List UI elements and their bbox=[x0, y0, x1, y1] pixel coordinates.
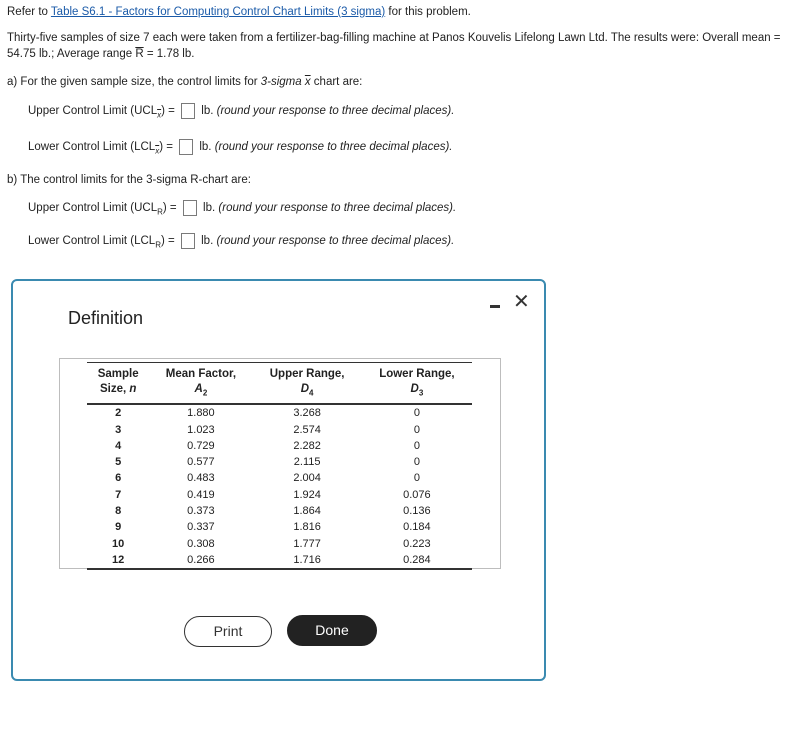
header-lower-range: Lower Range, $D_3$ bbox=[362, 363, 472, 405]
cell-lower-range: 0 bbox=[413, 423, 420, 436]
print-button[interactable]: Print bbox=[184, 616, 272, 647]
factors-table bbox=[87, 362, 472, 570]
cell-upper-range: 1.777 bbox=[293, 537, 321, 550]
ucl-r-row: Upper Control Limit $(UCL_R)$ = lb. (round your response to three decimal places). bbox=[28, 200, 456, 216]
cell-lower-range: 0.284 bbox=[362, 552, 472, 569]
table-row bbox=[87, 552, 472, 569]
table-row bbox=[87, 470, 472, 486]
lcl-r-row: Lower Control Limit $(LCL_R)$ = lb. (round your response to three decimal places). bbox=[28, 233, 454, 249]
cell-upper-range: 2.115 bbox=[293, 456, 321, 469]
table-link[interactable]: Table S6.1 - Factors for Computing Control Chart Limits (3 sigma) bbox=[50, 6, 386, 18]
definition-dialog bbox=[11, 279, 546, 681]
header-sample-size: Sample Size, n bbox=[87, 363, 149, 405]
table-row bbox=[87, 503, 472, 519]
cell-sample-size: 4 bbox=[115, 439, 122, 452]
factors-table-frame bbox=[59, 358, 501, 569]
table-row bbox=[87, 536, 472, 552]
table-row bbox=[87, 519, 472, 535]
cell-sample-size: 2 bbox=[115, 407, 122, 420]
table-row bbox=[87, 454, 472, 470]
problem-line-2: 54.75 lb.; Average range $\overline{R} = 1.78$ lb. bbox=[7, 48, 195, 60]
cell-mean-factor: 0.729 bbox=[187, 439, 215, 452]
cell-upper-range: 1.816 bbox=[293, 521, 321, 534]
cell-lower-range: 0 bbox=[413, 456, 420, 469]
problem-line-1: Thirty-five samples of size 7 each were taken from a fertilizer-bag-filling machine at Panos Kouvelis Lifelong Lawn Ltd. The results were: Overall mean = bbox=[7, 32, 781, 44]
cell-lower-range: 0.136 bbox=[403, 505, 431, 518]
cell-sample-size: 7 bbox=[115, 488, 122, 501]
ucl-x-row: Upper Control Limit $(UCL_{\overline{x}})$ = lb. (round your response to three decimal places). bbox=[28, 103, 454, 119]
table-row bbox=[87, 487, 472, 503]
cell-lower-range: 0.184 bbox=[403, 521, 431, 534]
cell-sample-size: 5 bbox=[115, 456, 122, 469]
table-row bbox=[87, 422, 472, 438]
part-a-prompt: a) For the given sample size, the control limits for 3-sigma $\overline{x}$ chart are: bbox=[7, 76, 363, 88]
close-icon[interactable]: ✕ bbox=[513, 291, 530, 313]
cell-upper-range: 1.864 bbox=[293, 505, 321, 518]
cell-sample-size: 12 bbox=[87, 552, 149, 569]
cell-mean-factor: 0.373 bbox=[187, 505, 215, 518]
cell-lower-range: 0 bbox=[413, 472, 420, 485]
done-button[interactable]: Done bbox=[287, 615, 377, 646]
ucl-r-input[interactable] bbox=[183, 200, 197, 216]
cell-upper-range: 2.574 bbox=[293, 423, 321, 436]
cell-lower-range: 0.223 bbox=[403, 537, 431, 550]
cell-mean-factor: 1.880 bbox=[187, 407, 215, 420]
cell-mean-factor: 0.419 bbox=[187, 488, 215, 501]
cell-mean-factor: 1.023 bbox=[187, 423, 215, 436]
lcl-x-row: Lower Control Limit $(LCL_{\overline{x}})$ = lb. (round your response to three decimal places). bbox=[28, 139, 453, 155]
cell-mean-factor: 0.308 bbox=[187, 537, 215, 550]
lcl-x-input[interactable] bbox=[179, 139, 193, 155]
cell-lower-range: 0 bbox=[413, 407, 420, 420]
cell-sample-size: 9 bbox=[115, 521, 122, 534]
cell-upper-range: 2.282 bbox=[293, 439, 321, 452]
cell-sample-size: 6 bbox=[115, 472, 122, 485]
table-header-row bbox=[87, 363, 472, 405]
cell-mean-factor: 0.337 bbox=[187, 521, 215, 534]
cell-sample-size: 3 bbox=[115, 423, 122, 436]
cell-upper-range: 3.268 bbox=[293, 407, 321, 420]
cell-lower-range: 0.076 bbox=[403, 488, 431, 501]
minimize-icon[interactable] bbox=[490, 305, 500, 308]
header-mean-factor: Mean Factor, $A_2$ bbox=[149, 363, 252, 405]
ucl-x-input[interactable] bbox=[181, 103, 195, 119]
table-row bbox=[87, 438, 472, 454]
header-upper-range: Upper Range, $D_4$ bbox=[252, 363, 361, 405]
cell-upper-range: 1.716 bbox=[252, 552, 361, 569]
cell-upper-range: 2.004 bbox=[293, 472, 321, 485]
intro-line: Refer to Table S6.1 - Factors for Computing Control Chart Limits (3 sigma) for this problem. bbox=[7, 6, 471, 18]
lcl-r-input[interactable] bbox=[181, 233, 195, 249]
cell-lower-range: 0 bbox=[413, 439, 420, 452]
cell-sample-size: 10 bbox=[112, 537, 125, 550]
part-b-prompt: b) The control limits for the 3-sigma R-chart are: bbox=[7, 174, 251, 186]
cell-mean-factor: 0.577 bbox=[187, 456, 215, 469]
cell-upper-range: 1.924 bbox=[293, 488, 321, 501]
cell-sample-size: 8 bbox=[115, 505, 122, 518]
cell-mean-factor: 0.266 bbox=[149, 552, 252, 569]
table-row bbox=[87, 404, 472, 421]
cell-mean-factor: 0.483 bbox=[187, 472, 215, 485]
dialog-title: Definition bbox=[68, 308, 144, 328]
